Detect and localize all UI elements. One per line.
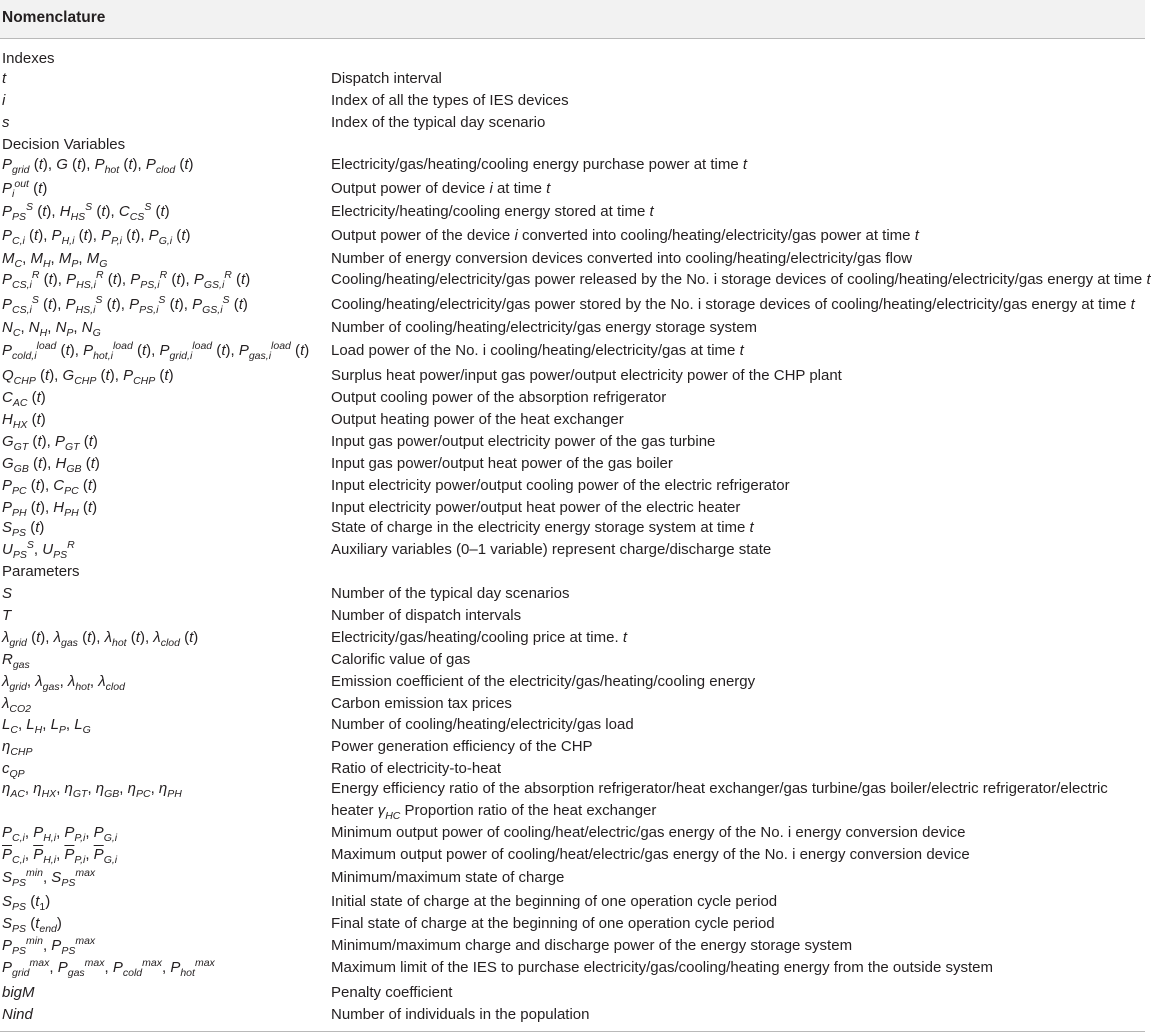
symbol-cell: $\lambda_{grid}$ (t), $\lambda_{gas}$ (t), $\lambda_{hot}$ (t), $\lambda_{clod}$ (t) xyxy=(2,629,199,649)
description-cell: Input electricity power/output cooling power of the electric refrigerator xyxy=(331,477,790,494)
description-cell: Number of individuals in the population xyxy=(331,1006,590,1023)
symbol-cell: $\eta_{CHP}$ xyxy=(2,738,33,758)
symbol-cell: $P_{CS,i}^S$ (t), $P_{HS,i}^S$ (t), $P_{PS,i}^S$ (t), $P_{GS,i}^S$ (t) xyxy=(2,294,248,316)
description-cell: Electricity/heating/cooling energy stored at time t xyxy=(331,203,654,220)
description-cell: Input gas power/output heat power of the gas boiler xyxy=(331,455,673,472)
description-cell: Cooling/heating/electricity/gas power stored by the No. i storage devices of cooling/heating/electricity/gas energy at time t xyxy=(331,296,1135,313)
symbol-cell: $\overline{P}_{C,i}$, $\overline{P}_{H,i}$, $\overline{P}_{P,i}$, $\overline{P}_{G,i}$ xyxy=(2,846,118,866)
symbol-cell: $G_{GT}$ (t), $P_{GT}$ (t) xyxy=(2,433,98,453)
description-cell: Number of energy conversion devices converted into cooling/heating/electricity/gas flow xyxy=(331,250,913,267)
symbol-cell: S xyxy=(2,585,13,602)
symbol-cell: $U_{PS}^S$, $U_{PS}^R$ xyxy=(2,539,75,561)
description-cell: Maximum output power of cooling/heat/electric/gas energy of the No. i energy conversion device xyxy=(331,846,970,863)
symbol-cell: $P_{PH}$ (t), $H_{PH}$ (t) xyxy=(2,499,98,519)
description-cell: Ratio of electricity-to-heat xyxy=(331,760,502,777)
description-cell: Output cooling power of the absorption refrigerator xyxy=(331,389,667,406)
description-cell: Load power of the No. i cooling/heating/electricity/gas at time t xyxy=(331,342,744,359)
symbol-cell: $N_C$, $N_H$, $N_P$, $N_G$ xyxy=(2,319,101,339)
symbol-cell: $P_{grid}^{max}$, $P_{gas}^{max}$, $P_{cold}^{max}$, $P_{hot}^{max}$ xyxy=(2,957,215,979)
description-cell: Input gas power/output electricity power of the gas turbine xyxy=(331,433,716,450)
table-title: Nomenclature xyxy=(2,9,106,26)
description-cell: Cooling/heating/electricity/gas power released by the No. i storage devices of cooling/heating/electricity/gas energy at time t xyxy=(331,271,1151,288)
description-cell: Calorific value of gas xyxy=(331,651,471,668)
symbol-cell: t xyxy=(2,70,7,87)
section-title: Parameters xyxy=(2,563,80,580)
description-cell: Initial state of charge at the beginning of one operation cycle period xyxy=(331,893,778,910)
description-cell: Index of all the types of IES devices xyxy=(331,92,569,109)
symbol-cell: $S_{PS}$ (t) xyxy=(2,519,45,539)
symbol-cell: $P_{CS,i}^R$ (t), $P_{HS,i}^R$ (t), $P_{PS,i}^R$ (t), $P_{GS,i}^R$ (t) xyxy=(2,269,251,291)
description-cell: Minimum output power of cooling/heat/electric/gas energy of the No. i energy conversion device xyxy=(331,824,966,841)
description-cell: Penalty coefficient xyxy=(331,984,453,1001)
description-cell: Energy efficiency ratio of the absorption refrigerator/heat exchanger/gas turbine/gas boiler/electric refrigerator/electric heater $\gamma_{HC}$ Proportion ratio of the heat exchanger xyxy=(331,780,1108,822)
description-cell: Minimum/maximum charge and discharge power of the energy storage system xyxy=(331,937,853,954)
symbol-cell: $L_C$, $L_H$, $L_P$, $L_G$ xyxy=(2,716,91,736)
table-header xyxy=(0,0,1145,39)
symbol-cell: T xyxy=(2,607,12,624)
description-cell: Output heating power of the heat exchanger xyxy=(331,411,624,428)
description-cell: Power generation efficiency of the CHP xyxy=(331,738,593,755)
description-cell: State of charge in the electricity energy storage system at time t xyxy=(331,519,754,536)
description-cell: Final state of charge at the beginning of one operation cycle period xyxy=(331,915,775,932)
description-cell: Number of cooling/heating/electricity/gas energy storage system xyxy=(331,319,758,336)
symbol-cell: $P_{C,i}$, $P_{H,i}$, $P_{P,i}$, $P_{G,i}$ xyxy=(2,824,118,844)
symbol-cell: s xyxy=(2,114,10,131)
symbol-cell: bigM xyxy=(2,984,35,1001)
symbol-cell: $\lambda_{grid}$, $\lambda_{gas}$, $\lambda_{hot}$, $\lambda_{clod}$ xyxy=(2,673,125,693)
symbol-cell: i xyxy=(2,92,6,109)
symbol-cell: $Q_{CHP}$ (t), $G_{CHP}$ (t), $P_{CHP}$ (t) xyxy=(2,367,174,387)
symbol-cell: $P_{grid}$ (t), G (t), $P_{hot}$ (t), $P_{clod}$ (t) xyxy=(2,156,194,176)
description-cell: Index of the typical day scenario xyxy=(331,114,546,131)
description-cell: Number of cooling/heating/electricity/gas load xyxy=(331,716,634,733)
description-cell: Dispatch interval xyxy=(331,70,442,87)
description-cell: Emission coefficient of the electricity/gas/heating/cooling energy xyxy=(331,673,756,690)
symbol-cell: $S_{PS}^{min}$, $S_{PS}^{max}$ xyxy=(2,867,96,889)
description-cell: Number of dispatch intervals xyxy=(331,607,522,624)
symbol-cell: $P_{cold,i}^{load}$ (t), $P_{hot,i}^{load}$ (t), $P_{grid,i}^{load}$ (t), $P_{gas,i}^{load}$ (t) xyxy=(2,340,310,362)
symbol-cell: $P_{C,i}$ (t), $P_{H,i}$ (t), $P_{P,i}$ (t), $P_{G,i}$ (t) xyxy=(2,227,191,247)
description-cell: Electricity/gas/heating/cooling price at time. t xyxy=(331,629,627,646)
symbol-cell: $H_{HX}$ (t) xyxy=(2,411,46,431)
symbol-cell: Nind xyxy=(2,1006,33,1023)
symbol-cell: $C_{AC}$ (t) xyxy=(2,389,46,409)
description-cell: Output power of device i at time t xyxy=(331,180,551,197)
bottom-rule xyxy=(0,1031,1145,1032)
description-cell: Electricity/gas/heating/cooling energy purchase power at time t xyxy=(331,156,748,173)
symbol-cell: $P_{PC}$ (t), $C_{PC}$ (t) xyxy=(2,477,98,497)
section-title: Decision Variables xyxy=(2,136,126,153)
description-cell: Carbon emission tax prices xyxy=(331,695,512,712)
symbol-cell: $M_C$, $M_H$, $M_P$, $M_G$ xyxy=(2,250,108,270)
symbol-cell: $S_{PS}$ $(t_{end})$ xyxy=(2,915,62,935)
symbol-cell: $G_{GB}$ (t), $H_{GB}$ (t) xyxy=(2,455,100,475)
description-cell: Minimum/maximum state of charge xyxy=(331,869,565,886)
description-cell: Input electricity power/output heat power of the electric heater xyxy=(331,499,741,516)
section-title: Indexes xyxy=(2,50,55,67)
description-cell: Auxiliary variables (0–1 variable) represent charge/discharge state xyxy=(331,541,772,558)
symbol-cell: $S_{PS}$ $(t_1)$ xyxy=(2,893,51,913)
description-cell: Surplus heat power/input gas power/output electricity power of the CHP plant xyxy=(331,367,842,384)
description-cell: Output power of the device i converted into cooling/heating/electricity/gas power at time t xyxy=(331,227,919,244)
symbol-cell: $\eta_{AC}$, $\eta_{HX}$, $\eta_{GT}$, $\eta_{GB}$, $\eta_{PC}$, $\eta_{PH}$ xyxy=(2,780,182,800)
symbol-cell: $\lambda_{CO2}$ xyxy=(2,695,31,715)
description-cell: Number of the typical day scenarios xyxy=(331,585,570,602)
symbol-cell: $R_{gas}$ xyxy=(2,651,30,671)
description-cell: Maximum limit of the IES to purchase electricity/gas/cooling/heating energy from the outside system xyxy=(331,959,993,976)
symbol-cell: $c_{QP}$ xyxy=(2,760,25,780)
symbol-cell: $P_i^{out}$ (t) xyxy=(2,178,48,200)
symbol-cell: $P_{PS}^S$ (t), $H_{HS}^S$ (t), $C_{CS}^S$ (t) xyxy=(2,201,170,223)
symbol-cell: $P_{PS}^{min}$, $P_{PS}^{max}$ xyxy=(2,935,96,957)
